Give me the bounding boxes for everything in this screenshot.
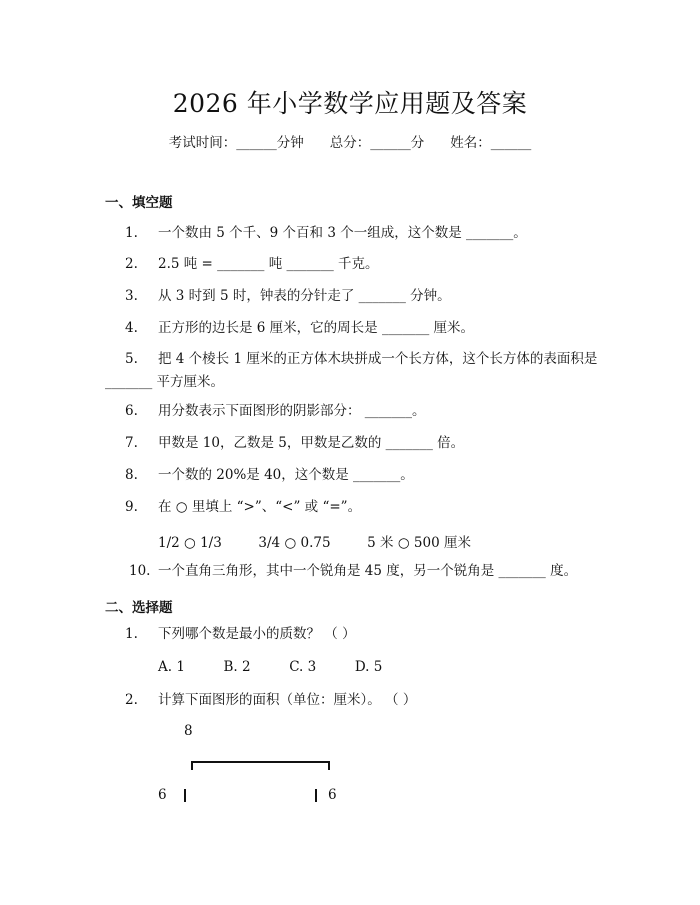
- choice-option: C. 3: [289, 659, 317, 675]
- exam-info-line: [0, 131, 700, 151]
- choice-options: [158, 659, 382, 675]
- figure-top-edge: [191, 761, 330, 763]
- question-text: 用分数表示下面图形的阴影部分： _______。: [158, 403, 426, 419]
- question-number: 3.: [125, 288, 138, 304]
- page-title: 2026 年小学数学应用题及答案: [172, 89, 528, 118]
- question-number: 7.: [125, 435, 138, 451]
- figure-top-label: 8: [184, 723, 193, 739]
- question-number: 8.: [125, 467, 138, 483]
- question-number: 9.: [125, 499, 138, 515]
- choice-option: D. 5: [354, 659, 383, 675]
- question-number: 2.: [125, 256, 138, 272]
- figure-right-edge: [315, 789, 317, 802]
- question-text-continuation: _______ 平方厘米。: [105, 374, 225, 390]
- figure-right-label: 6: [328, 787, 337, 803]
- question-number: 10.: [129, 563, 151, 579]
- question-number: 1.: [125, 626, 138, 642]
- question-text: 正方形的边长是 6 厘米，它的周长是 _______ 厘米。: [158, 320, 475, 336]
- question-text: 在 ○ 里填上 “>”、“<” 或 “=”。: [158, 499, 362, 515]
- time-blank: ______: [236, 135, 277, 151]
- question-text: 甲数是 10，乙数是 5，甲数是乙数的 _______ 倍。: [158, 435, 465, 451]
- figure-right-tick: [328, 761, 330, 770]
- score-blank: ______: [370, 135, 411, 151]
- choice-option: B. 2: [223, 659, 251, 675]
- name-blank: ______: [490, 135, 532, 151]
- section-heading-multiple-choice: 二、选择题: [105, 600, 173, 616]
- choice-option: A. 1: [158, 659, 185, 675]
- question-text: 把 4 个棱长 1 厘米的正方体木块拼成一个长方体，这个长方体的表面积是: [158, 351, 598, 367]
- figure-left-edge: [184, 789, 186, 802]
- question-number: 2.: [125, 692, 138, 708]
- question-text: 下列哪个数是最小的质数？ （ ）: [158, 626, 356, 642]
- figure-left-label: 6: [158, 787, 167, 803]
- figure-left-tick: [191, 761, 193, 770]
- comparison-item: 1/2 ○ 1/3: [158, 535, 222, 551]
- question-text: 一个数的 20%是 40，这个数是 _______。: [158, 467, 414, 483]
- score-unit: 分: [410, 135, 425, 151]
- question-number: 6.: [125, 403, 138, 419]
- score-label: 总分：: [329, 135, 371, 151]
- question-number: 5.: [125, 351, 138, 367]
- question-text: 计算下面图形的面积（单位：厘米）。 （ ）: [158, 692, 417, 708]
- comparison-item: 5 米 ○ 500 厘米: [367, 535, 471, 551]
- question-number: 1.: [125, 225, 138, 241]
- time-unit: 分钟: [276, 135, 304, 151]
- name-label: 姓名：: [450, 135, 491, 151]
- section-heading-fill-in: 一、填空题: [105, 195, 173, 211]
- question-number: 4.: [125, 320, 138, 336]
- comparison-item: 3/4 ○ 0.75: [258, 535, 331, 551]
- question-text: 从 3 时到 5 时，钟表的分针走了 _______ 分钟。: [158, 288, 451, 304]
- question-text: 2.5 吨 = _______ 吨 _______ 千克。: [158, 256, 379, 272]
- time-label: 考试时间：: [168, 135, 237, 151]
- question-text: 一个直角三角形，其中一个锐角是 45 度，另一个锐角是 _______ 度。: [158, 563, 578, 579]
- question-text: 一个数由 5 个千、9 个百和 3 个一组成，这个数是 _______。: [158, 225, 527, 241]
- comparison-items: [158, 531, 471, 551]
